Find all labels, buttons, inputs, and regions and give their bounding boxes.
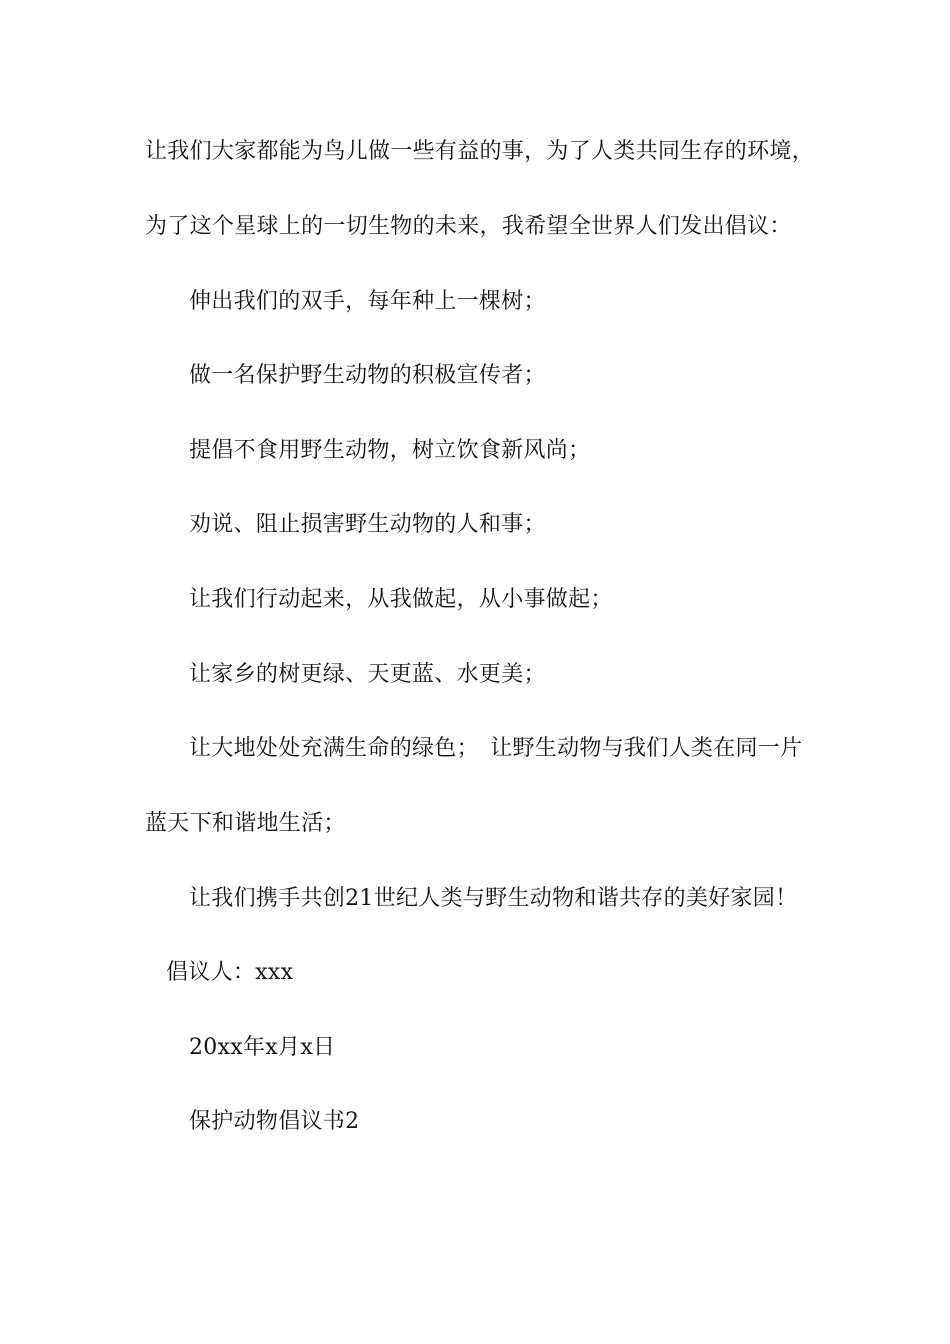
proposal-item-7-continued: 蓝天下和谐地生活； bbox=[145, 811, 346, 836]
proposal-item-6: 让家乡的树更绿、天更蓝、水更美； bbox=[189, 662, 546, 687]
proposal-item-1: 伸出我们的双手，每年种上一棵树； bbox=[189, 289, 546, 314]
closing-call: 让我们携手共创21世纪人类与野生动物和谐共存的美好家园！ bbox=[189, 886, 798, 911]
paragraph-line-1: 让我们大家都能为鸟儿做一些有益的事，为了人类共同生存的环境， bbox=[145, 139, 815, 164]
proposal-item-3: 提倡不食用野生动物，树立饮食新风尚； bbox=[189, 438, 591, 463]
proposer-signature: 倡议人：xxx bbox=[166, 960, 294, 985]
document-date: 20xx年x月x日 bbox=[189, 1035, 336, 1060]
proposal-item-5: 让我们行动起来，从我做起，从小事做起； bbox=[189, 587, 613, 612]
paragraph-line-2: 为了这个星球上的一切生物的未来，我希望全世界人们发出倡议： bbox=[145, 214, 792, 239]
section-heading: 保护动物倡议书2 bbox=[189, 1109, 360, 1134]
proposal-item-2: 做一名保护野生动物的积极宣传者； bbox=[189, 363, 546, 388]
proposal-item-4: 劝说、阻止损害野生动物的人和事； bbox=[189, 512, 546, 537]
proposal-item-7: 让大地处处充满生命的绿色； 让野生动物与我们人类在同一片 bbox=[189, 736, 803, 761]
